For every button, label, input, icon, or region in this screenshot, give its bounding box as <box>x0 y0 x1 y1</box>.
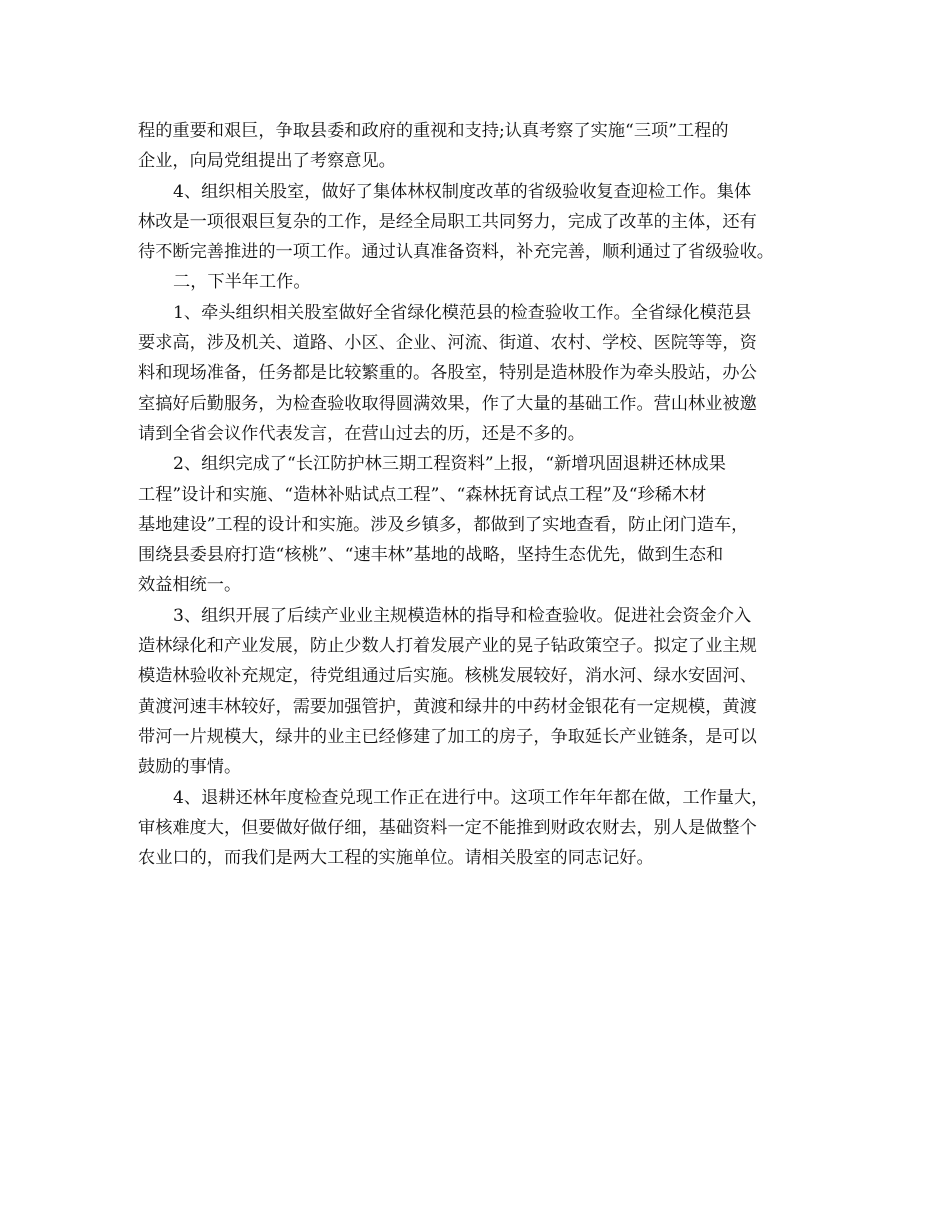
text-line: 料和现场准备，任务都是比较繁重的。各股室，特别是造林股作为牵头股站，办公 <box>138 363 757 384</box>
text-line: 模造林验收补充规定，待党组通过后实施。核桃发展较好，消水河、绿水安固河、 <box>138 666 757 687</box>
paragraph-start-line: 4、组织相关股室，做好了集体林权制度改革的省级验收复查迎检工作。集体 <box>173 181 752 202</box>
text-line: 企业，向局党组提出了考察意见。 <box>138 151 396 172</box>
paragraph-start-line: 3、组织开展了后续产业业主规模造林的指导和检查验收。促进社会资金介入 <box>173 605 752 626</box>
text-line: 鼓励的事情。 <box>138 757 242 778</box>
text-line: 工程”设计和实施、“造林补贴试点工程”、“森林抚育试点工程”及“珍稀木材 <box>138 484 707 505</box>
text-line: 程的重要和艰巨，争取县委和政府的重视和支持;认真考察了实施“三项”工程的 <box>138 121 729 141</box>
text-line: 要求高，涉及机关、道路、小区、企业、河流、街道、农村、学校、医院等等，资 <box>138 333 757 354</box>
text-line: 黄渡河速丰林较好，需要加强管护，黄渡和绿井的中药材金银花有一定规模，黄渡 <box>138 696 757 717</box>
text-line: 审核难度大，但要做好做仔细，基础资料一定不能推到财政农财去，别人是做整个 <box>138 817 757 838</box>
text-line: 带河一片规模大，绿井的业主已经修建了加工的房子，争取延长产业链条，是可以 <box>138 726 757 747</box>
text-line: 造林绿化和产业发展，防止少数人打着发展产业的晃子钻政策空子。拟定了业主规 <box>138 636 757 657</box>
text-line: 基地建设”工程的设计和实施。涉及乡镇多，都做到了实地查看，防止闭门造车， <box>138 514 749 535</box>
text-line: 效益相统一。 <box>138 575 242 596</box>
paragraph-start-line: 1、牵头组织相关股室做好全省绿化模范县的检查验收工作。全省绿化模范县 <box>173 302 752 323</box>
document-body <box>138 116 828 873</box>
section-heading: 二，下半年工作。 <box>173 272 311 293</box>
text-line: 室搞好后勤服务，为检查验收取得圆满效果，作了大量的基础工作。营山林业被邀 <box>138 393 757 414</box>
paragraph-start-line: 2、组织完成了“长江防护林三期工程资料”上报，“新增巩固退耕还林成果 <box>173 454 726 475</box>
text-line: 林改是一项很艰巨复杂的工作，是经全局职工共同努力，完成了改革的主体，还有 <box>138 211 757 232</box>
text-line: 围绕县委县府打造“核桃”、“速丰林”基地的战略，坚持生态优先，做到生态和 <box>138 545 724 566</box>
text-line: 农业口的，而我们是两大工程的实施单位。请相关股室的同志记好。 <box>138 848 654 869</box>
text-line: 待不断完善推进的一项工作。通过认真准备资料，补充完善，顺利通过了省级验收。 <box>138 242 774 263</box>
paragraph-start-line: 4、退耕还林年度检查兑现工作正在进行中。这项工作年年都在做，工作量大， <box>173 787 769 808</box>
text-line: 请到全省会议作代表发言，在营山过去的历，还是不多的。 <box>138 423 585 444</box>
